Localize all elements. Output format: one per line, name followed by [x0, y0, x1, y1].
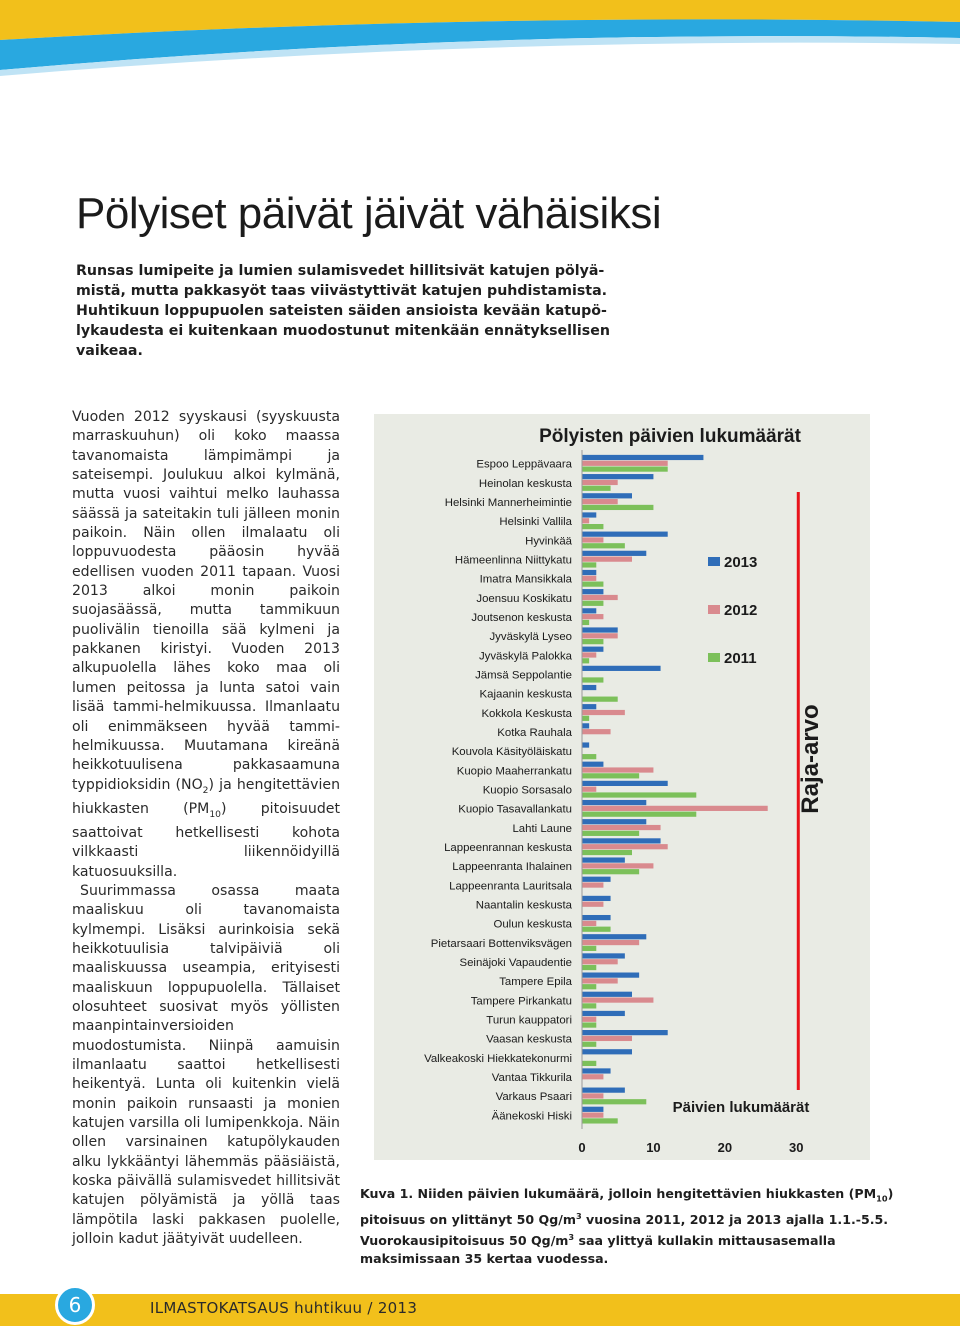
bar-2011 [582, 812, 696, 817]
bar-2011 [582, 677, 603, 682]
lead-line: vaikeaa. [76, 343, 143, 359]
bar-2013 [582, 915, 611, 920]
category-label: Heinolan keskusta [478, 477, 572, 490]
category-label: Vaasan keskusta [486, 1033, 572, 1046]
bar-2013 [582, 838, 661, 843]
bar-2011 [582, 524, 603, 529]
category-label: Kuopio Tasavallankatu [458, 803, 572, 816]
bar-2012 [582, 844, 668, 849]
bar-2011 [582, 562, 596, 567]
bar-2012 [582, 825, 661, 830]
bar-2013 [582, 973, 639, 978]
caption-part: saa ylittyä kullakin mittausasemalla maksimissaan 35 kertaa vuodessa. [360, 1233, 836, 1266]
caption-part: Niiden päivien lukumäärä, jolloin hengitettävien hiukkasten (PM [413, 1186, 877, 1201]
publication-name: ILMASTOKATSAUS huhtikuu / 2013 [150, 1299, 418, 1317]
bar-2013 [582, 1107, 603, 1112]
bar-2011 [582, 831, 639, 836]
bar-2012 [582, 997, 653, 1002]
bar-2011 [582, 1118, 618, 1123]
bar-2013 [582, 666, 661, 671]
bar-2013 [582, 455, 703, 460]
body-text: ) pitoisuudet saattoivat hetkellisesti kohota vilkkaasti liikennöidyillä katuosuuksilla. [72, 800, 340, 880]
bar-2013 [582, 474, 653, 479]
bar-2011 [582, 850, 632, 855]
x-tick-label: 0 [578, 1140, 586, 1155]
bar-2012 [582, 1074, 603, 1079]
bar-2012 [582, 940, 639, 945]
bar-2011 [582, 1099, 646, 1104]
bar-2013 [582, 1049, 632, 1054]
bar-2011 [582, 965, 596, 970]
bar-2012 [582, 978, 618, 983]
bar-2012 [582, 480, 618, 485]
bar-2013 [582, 800, 646, 805]
bar-2011 [582, 601, 603, 606]
bar-2011 [582, 1022, 596, 1027]
bar-2013 [582, 512, 596, 517]
category-label: Tampere Pirkankatu [470, 995, 572, 1008]
category-label: Pietarsaari Bottenviksvägen [430, 937, 572, 950]
pm10-subscript: 10 [209, 808, 221, 820]
category-label: Äänekoski Hiski [491, 1110, 572, 1123]
bar-2013 [582, 857, 625, 862]
lead-line: lykaudesta ei kuitenkaan muodostunut mitenkään ennätyksellisen [76, 323, 610, 339]
bar-2013 [582, 819, 646, 824]
bar-2011 [582, 486, 611, 491]
header-decoration [0, 0, 960, 80]
figure-caption [360, 1185, 920, 1267]
bar-2013 [582, 647, 603, 652]
bar-2013 [582, 896, 611, 901]
x-tick-label: 20 [717, 1140, 733, 1155]
lead-line: mistä, mutta pakkasyöt taas viivästyttivät katujen puhdistamista. [76, 283, 608, 299]
lead-line: Huhtikuun loppupuolen sateisten säiden ansioista kevään katupö- [76, 303, 607, 319]
body-text: ) ja hengitettävien hiukkasten (PM [72, 776, 340, 817]
bar-2011 [582, 716, 589, 721]
bar-2013 [582, 627, 618, 632]
bar-2012 [582, 787, 596, 792]
category-label: Lappeenranta Ihalainen [452, 861, 572, 874]
bar-2012 [582, 959, 618, 964]
footer-bar [0, 1294, 960, 1326]
bar-2011 [582, 466, 668, 471]
bar-2011 [582, 620, 589, 625]
category-label: Lappeenrannan keskusta [444, 842, 572, 855]
bar-2013 [582, 742, 589, 747]
bar-2012 [582, 1036, 632, 1041]
bar-2011 [582, 773, 639, 778]
category-label: Helsinki Vallila [499, 516, 572, 529]
bar-2011 [582, 658, 589, 663]
category-label: Jyväskylä Palokka [478, 650, 572, 663]
bar-2013 [582, 762, 603, 767]
bar-2011 [582, 754, 596, 759]
category-label: Lappeenranta Lauritsala [449, 880, 572, 893]
figure-chart [374, 414, 870, 1160]
category-label: Oulun keskusta [493, 918, 572, 931]
bar-2012 [582, 499, 618, 504]
bar-2013 [582, 877, 611, 882]
category-label: Helsinki Mannerheimintie [444, 496, 572, 509]
body-paragraph-2: Suurimmassa osassa maata maaliskuu oli tavanomaista kylmempi. Lisäksi aurinkoisia sekä heikkotuulisia talvipäiviä oli maaliskuussa useampia, erityisesti maaliskuun loppupuolella. Tällaiset olosuhteet suosivat myös yöllisten maanpintainversioiden muodostumista. Niinpä aamuisin ilmanlaatu saattoi hetkellisesti heikentyä. Lunta oli kuitenkin vielä monin paikoin runsaasti ja monien katujen varsilla oli lumipenkkoja. Näin ollen varsinainen katupölykauden alku lykkääntyi lähemmäs pääsiäistä, koska päivällä sulamisvedet hillitsivät katujen pölyämistä ja yöllä taas lämpötila laski pakkasen puolelle, jolloin kadut jäätyivät uudelleen. [72, 882, 340, 1248]
bar-2012 [582, 729, 611, 734]
category-label: Kuopio Maaherrankatu [456, 765, 572, 778]
category-label: Kokkola Keskusta [481, 707, 572, 720]
legend-swatch-2011 [708, 653, 720, 662]
bar-2011 [582, 639, 603, 644]
bar-2012 [582, 595, 618, 600]
category-label: Turun kauppatori [486, 1014, 572, 1027]
body-text: Vuoden 2012 syyskausi (syyskuusta marraskuuhun) oli koko maassa tavanomaista lämpimämpi ja sateisempi. Joulukuu alkoi kylmänä, mutta vuosi vaihtui melko lauhassa säässä ja sateitakin tuli jälleen monin paikoin. Näin ollen ilmalaatu oli loppuvuodesta pääosin hyvää edellisen vuoden 2011 tapaan. Vuosi 2013 alkoi monin paikoin suojasäässä, mutta tammikuun puolivälin tienoilla sää kylmeni ja pakkanen kiristyi. Vuoden 2013 alkupuolella lähes koko maa oli lumen peitossa ja lunta satoi vain lisää tammi-helmikuussa. Ilmanlaatu oli enimmäkseen hyvää tammi-helmikuussa. Muutamana kireänä heikkotuulisena pakkasaamuna typpidioksidin (NO [72, 409, 340, 793]
category-label: Kajaanin keskusta [479, 688, 572, 701]
category-label: Jämsä Seppolantie [475, 669, 572, 682]
bar-2013 [582, 608, 596, 613]
bar-2013 [582, 992, 632, 997]
bar-chart [374, 414, 870, 1160]
bar-2013 [582, 589, 603, 594]
category-label: Hyvinkää [525, 535, 572, 548]
category-label: Imatra Mansikkala [479, 573, 572, 586]
category-label: Hämeenlinna Niittykatu [454, 554, 572, 567]
legend-label-2012: 2012 [724, 602, 758, 619]
category-label: Naantalin keskusta [475, 899, 572, 912]
bar-2013 [582, 1030, 668, 1035]
bar-2012 [582, 767, 653, 772]
category-label: Kuopio Sorsasalo [482, 784, 572, 797]
bar-2013 [582, 1068, 611, 1073]
bar-2013 [582, 1011, 625, 1016]
caption-subscript: 10 [876, 1193, 888, 1204]
bar-2012 [582, 557, 632, 562]
no2-subscript: 2 [202, 784, 209, 796]
bar-2012 [582, 652, 596, 657]
bar-2012 [582, 614, 603, 619]
bar-2012 [582, 537, 603, 542]
category-label: Tampere Epila [499, 976, 572, 989]
bar-2012 [582, 863, 653, 868]
bar-2013 [582, 493, 632, 498]
bar-2013 [582, 570, 596, 575]
bar-2011 [582, 505, 653, 510]
category-label: Seinäjoki Vapaudentie [459, 957, 572, 970]
bar-2012 [582, 461, 668, 466]
bar-2012 [582, 1113, 603, 1118]
bar-2011 [582, 869, 639, 874]
legend-label-2011: 2011 [724, 650, 757, 667]
bar-2011 [582, 697, 618, 702]
category-label: Varkaus Psaari [495, 1091, 572, 1104]
bar-2012 [582, 710, 625, 715]
limit-line-label: Raja-arvo [797, 704, 824, 814]
article-lead [76, 261, 636, 361]
bar-2011 [582, 582, 603, 587]
bar-2013 [582, 704, 596, 709]
bar-2012 [582, 806, 768, 811]
x-axis-label: Päivien lukumäärät [672, 1099, 810, 1116]
category-label: Kotka Rauhala [497, 726, 572, 739]
x-tick-label: 30 [789, 1140, 804, 1155]
bar-2011 [582, 1003, 596, 1008]
caption-part: vuosina 2011, 2012 ja 2013 ajalla 1.1.-5.5. Vuorokausipitoisuus 50 Qg/m [360, 1212, 889, 1249]
caption-superscript: 3 [575, 1211, 582, 1222]
caption-part: ) pitoisuus on ylittänyt 50 Qg/m [360, 1186, 894, 1228]
article-title: Pölyiset päivät jäivät vähäisiksi [76, 189, 662, 239]
caption-superscript: 3 [568, 1231, 575, 1242]
caption-text [360, 1185, 920, 1267]
bar-2011 [582, 1042, 596, 1047]
bar-2012 [582, 921, 596, 926]
category-label: Espoo Leppävaara [476, 458, 572, 471]
bar-2013 [582, 1088, 625, 1093]
category-label: Vantaa Tikkurila [491, 1072, 572, 1085]
bar-2011 [582, 946, 596, 951]
category-label: Jyväskylä Lyseo [489, 631, 572, 644]
bar-2013 [582, 551, 646, 556]
x-tick-label: 10 [646, 1140, 661, 1155]
lead-line: Runsas lumipeite ja lumien sulamisvedet hillitsivät katujen pölyä- [76, 263, 605, 279]
bar-2011 [582, 984, 596, 989]
bar-2013 [582, 532, 668, 537]
category-label: Joensuu Koskikatu [476, 592, 572, 605]
bar-2012 [582, 576, 596, 581]
bar-2013 [582, 685, 596, 690]
bar-2012 [582, 902, 603, 907]
bar-2012 [582, 1093, 603, 1098]
category-label: Joutsenon keskusta [471, 611, 572, 624]
chart-title: Pölyisten päivien lukumäärät [539, 426, 801, 447]
legend-label-2013: 2013 [724, 554, 758, 571]
bar-2012 [582, 518, 589, 523]
category-label: Valkeakoski Hiekkatekonurmi [424, 1052, 572, 1065]
bar-2012 [582, 1017, 596, 1022]
bar-2012 [582, 633, 618, 638]
bar-2013 [582, 723, 589, 728]
bar-2011 [582, 927, 611, 932]
bar-2011 [582, 1061, 596, 1066]
legend-swatch-2013 [708, 557, 720, 566]
bar-2013 [582, 953, 625, 958]
bar-2013 [582, 934, 646, 939]
category-label: Kouvola Käsityöläiskatu [451, 746, 572, 759]
bar-2012 [582, 882, 603, 887]
bar-2011 [582, 792, 696, 797]
legend-swatch-2012 [708, 605, 720, 614]
page-number: 6 [55, 1285, 95, 1325]
body-paragraph-1 [72, 408, 340, 882]
bar-2011 [582, 543, 625, 548]
caption-label: Kuva 1. [360, 1186, 414, 1201]
category-label: Lahti Laune [512, 822, 572, 835]
article-body [72, 408, 340, 1249]
bar-2013 [582, 781, 668, 786]
